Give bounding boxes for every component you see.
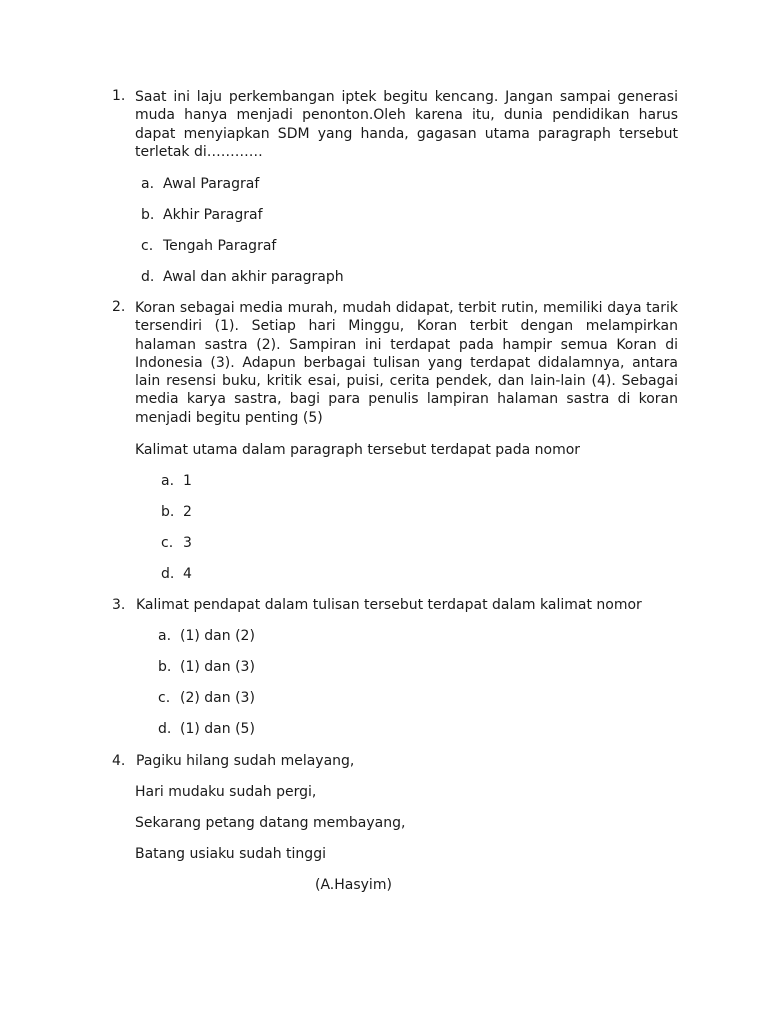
option-letter: d. [158,721,172,737]
option-b [161,503,192,521]
option-letter: b. [161,504,175,520]
question-number: 3. [112,597,126,613]
option-text: 4 [183,566,192,582]
question-4 [112,752,354,770]
option-b [141,206,263,224]
option-d [158,720,255,738]
option-letter: b. [141,207,155,223]
question-prompt: Kalimat utama dalam paragraph tersebut terdapat pada nomor [135,442,581,458]
option-c [141,237,276,255]
question-number: 2. [112,299,126,315]
option-a [161,472,192,490]
option-letter: a. [141,176,155,192]
option-text: (1) dan (2) [180,628,255,644]
option-b [158,658,255,676]
poem-line: Sekarang petang datang membayang, [135,815,406,831]
option-text: (2) dan (3) [180,690,255,706]
poem-line: Hari mudaku sudah pergi, [135,784,317,800]
option-text: Akhir Paragraf [163,207,263,223]
option-text: Awal Paragraf [163,176,260,192]
option-text: (1) dan (3) [180,659,255,675]
option-a [158,627,255,645]
option-text: 3 [183,535,192,551]
option-d [161,565,192,583]
option-letter: d. [161,566,175,582]
question-2 [112,299,678,427]
option-text: Tengah Paragraf [163,238,277,254]
question-3 [112,596,642,614]
option-d [141,268,344,286]
option-letter: a. [161,473,175,489]
option-a [141,175,259,193]
poem-line: Pagiku hilang sudah melayang, [136,753,355,769]
poem-line: Batang usiaku sudah tinggi [135,846,326,862]
option-c [161,534,192,552]
option-text: 1 [183,473,192,489]
poem-author: (A.Hasyim) [315,877,392,893]
option-text: (1) dan (5) [180,721,255,737]
question-number: 1. [112,88,126,104]
option-letter: d. [141,269,155,285]
question-text: Koran sebagai media murah, mudah didapat, terbit rutin, memiliki daya tarik tersendiri (1). Setiap hari Minggu, Koran terbit dengan melampirkan halaman sastra (2). Sampiran ini terdapat pada hampir semua Koran di Indonesia (3). Adapun berbagai tulisan yang terdapat didalamnya, antara lain resensi buku, kritik esai, puisi, cerita pendek, dan lain-lain (4). Sebagai media karya sastra, bagi para penulis lampiran halaman sastra di koran menjadi begitu penting (5) [135,300,678,426]
option-letter: c. [161,535,174,551]
option-c [158,689,255,707]
question-text: Kalimat pendapat dalam tulisan tersebut terdapat dalam kalimat nomor [136,597,642,613]
option-letter: a. [158,628,172,644]
question-1 [112,88,678,161]
option-text: Awal dan akhir paragraph [163,269,344,285]
option-text: 2 [183,504,192,520]
question-text: Saat ini laju perkembangan iptek begitu kencang. Jangan sampai generasi muda hanya menjadi penonton.Oleh karena itu, dunia pendidikan harus dapat menyiapkan SDM yang handa, gagasan utama paragraph tersebut terletak di………… [135,89,678,160]
option-letter: b. [158,659,172,675]
question-number: 4. [112,753,126,769]
option-letter: c. [158,690,171,706]
option-letter: c. [141,238,154,254]
